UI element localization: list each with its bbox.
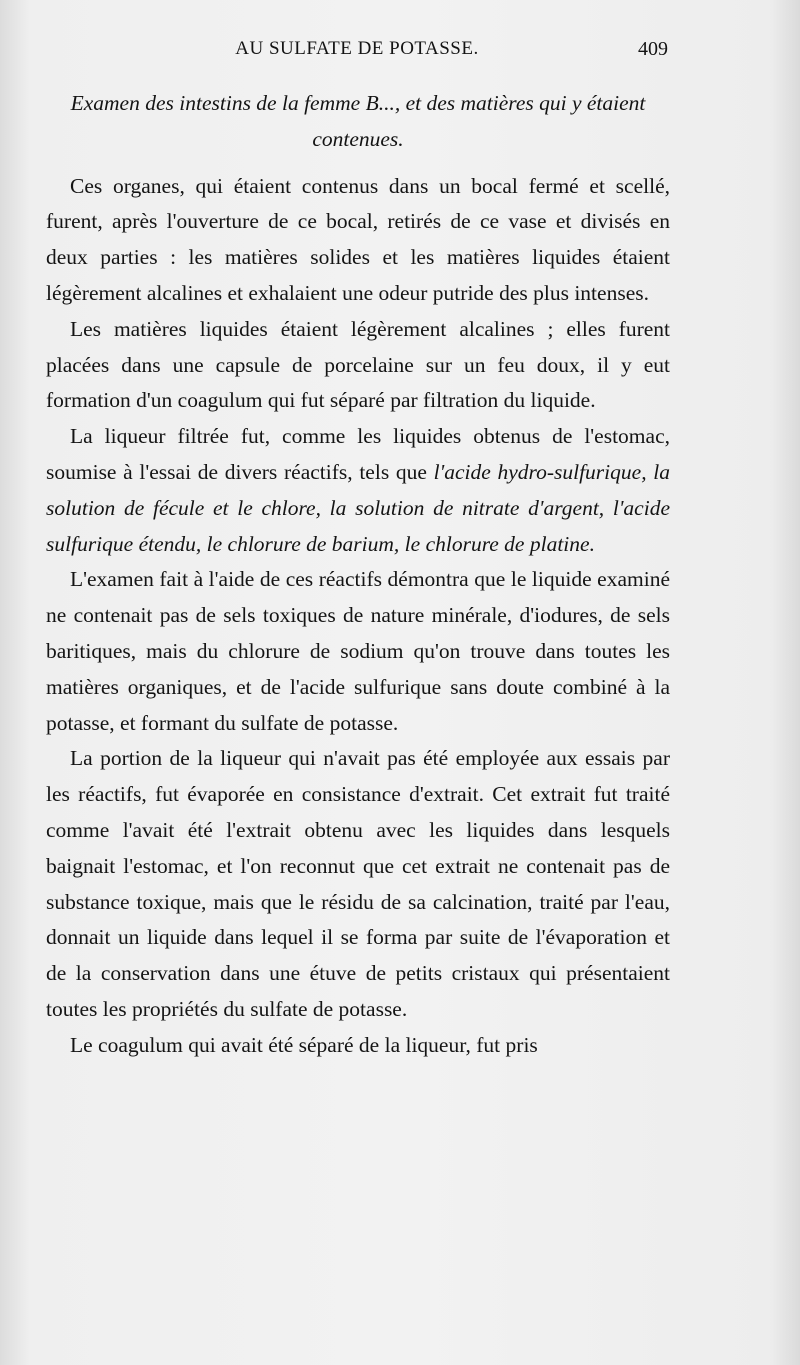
running-head [46,34,668,64]
paragraph-6: Le coagulum qui avait été séparé de la liqueur, fut pris [70,1032,538,1057]
page-number: 409 [638,38,668,60]
paragraph-2: Les matières liquides étaient légèrement alcalines ; elles furent placées dans une capsule de porcelaine sur un feu doux, il y eut formation d'un coagulum qui fut séparé par filtration du liquide. [46,316,670,413]
reagent-list: l'acide hydro-sulfurique, la solution de fécule et le chlore, la solution de nitrate d'argent, l'acide sulfurique étendu, le chlorure de barium, le chlorure de platine. [46,459,670,556]
body-text [46,86,670,1064]
paragraph-3 [46,419,670,562]
section-heading: Examen des intestins de la femme B..., et des matières qui y étaient contenues. [70,91,646,151]
running-title: AU SULFATE DE POTASSE. [235,38,479,59]
paragraph-3-intro: La liqueur filtrée fut, comme les liquides obtenus de l'estomac, soumise à l'essai de divers réactifs, tels que [46,424,670,484]
paragraph-4: L'examen fait à l'aide de ces réactifs démontra que le liquide examiné ne contenait pas de sels toxiques de nature minérale, d'iodures, de sels baritiques, mais du chlorure de sodium qu'on trouve dans toutes les matières organiques, et de l'acide sulfurique sans doute combiné à la potasse, et formant du sulfate de potasse. [46,567,670,735]
paragraph-5: La portion de la liqueur qui n'avait pas été employée aux essais par les réactifs, fut évaporée en consistance d'extrait. Cet extrait fut traité comme l'avait été l'extrait obtenu avec les liquides dans lesquels baignait l'estomac, et l'on reconnut que cet extrait ne contenait pas de substance toxique, mais que le résidu de sa calcination, traité par l'eau, donnait un liquide dans lequel il se forma par suite de l'évaporation et de la conservation dans une étuve de petits cristaux qui présentaient toutes les propriétés du sulfate de potasse. [46,746,670,1021]
paragraph-1: Ces organes, qui étaient contenus dans un bocal fermé et scellé, furent, après l'ouverture de ce bocal, retirés de ce vase et divisés en deux parties : les matières solides et les matières liquides étaient légèrement alcalines et exhalaient une odeur putride des plus intenses. [46,173,670,305]
